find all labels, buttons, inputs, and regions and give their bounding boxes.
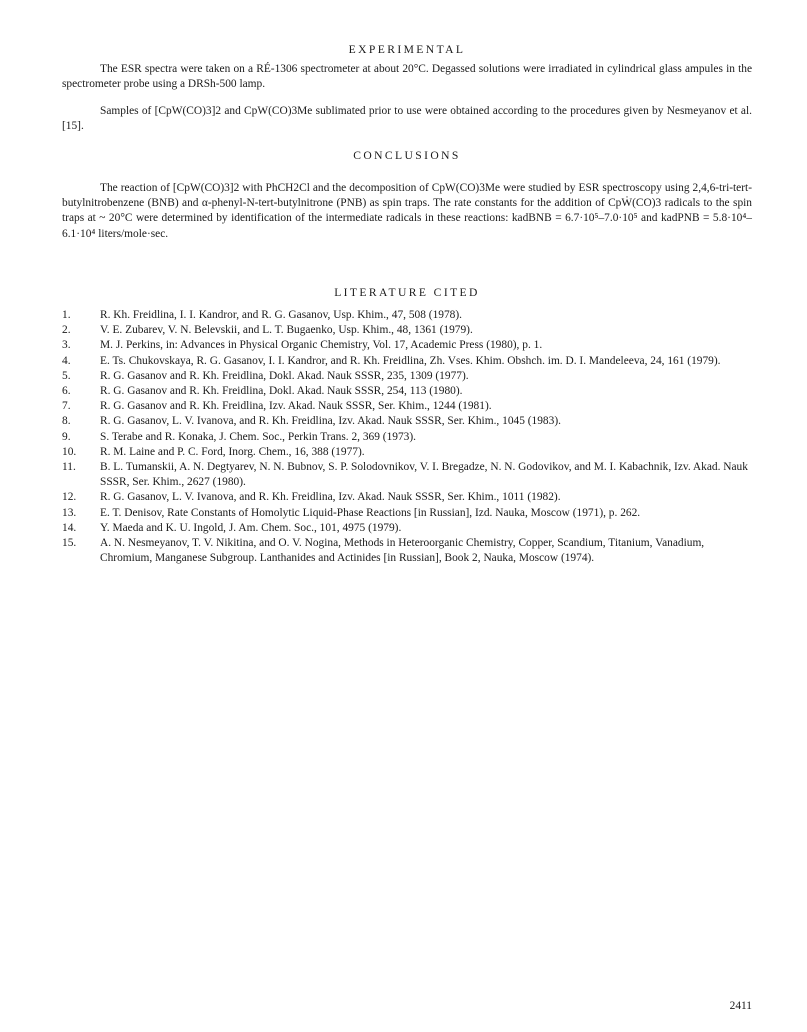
experimental-paragraph-1: [62, 62, 752, 92]
reference-text: R. G. Gasanov and R. Kh. Freidlina, Dokl. Akad. Nauk SSSR, 235, 1309 (1977).: [100, 369, 469, 382]
reference-item: [62, 338, 752, 353]
reference-text: E. T. Denisov, Rate Constants of Homolytic Liquid-Phase Reactions [in Russian], Izd. Nauka, Moscow (1971), p. 262.: [100, 506, 641, 519]
reference-item: [62, 506, 752, 521]
reference-item: [62, 323, 752, 338]
reference-number: 15.: [62, 537, 77, 550]
reference-list: [62, 308, 752, 566]
reference-number: 5.: [62, 369, 71, 382]
reference-item: [62, 399, 752, 414]
reference-text: R. M. Laine and P. C. Ford, Inorg. Chem., 16, 388 (1977).: [100, 445, 365, 458]
conclusions-heading: CONCLUSIONS: [353, 149, 461, 162]
reference-item: [62, 308, 752, 323]
journal-page: [62, 0, 752, 1032]
reference-item: [62, 369, 752, 384]
reference-number: 11.: [62, 461, 76, 474]
experimental-heading: EXPERIMENTAL: [348, 43, 466, 56]
reference-number: 4.: [62, 354, 71, 367]
reference-text: R. G. Gasanov and R. Kh. Freidlina, Izv. Akad. Nauk SSSR, Ser. Khim., 1244 (1981).: [100, 400, 492, 413]
reference-number: 2.: [62, 324, 71, 337]
literature-heading: LITERATURE CITED: [334, 286, 480, 299]
reference-number: 7.: [62, 400, 71, 413]
reference-item: [62, 430, 752, 445]
reference-number: 12.: [62, 491, 77, 504]
reference-item: [62, 384, 752, 399]
reference-number: 3.: [62, 339, 71, 352]
reference-text: B. L. Tumanskii, A. N. Degtyarev, N. N. Bubnov, S. P. Solodovnikov, V. I. Bregadze, N. N. Godovikov, and M. I. Kabachnik, Izv. Akad. Nauk SSSR, Ser. Khim., 2627 (1980).: [100, 461, 748, 489]
reference-item: [62, 354, 752, 369]
conclusions-paragraph: [62, 181, 752, 242]
reference-item: [62, 445, 752, 460]
reference-text: A. N. Nesmeyanov, T. V. Nikitina, and O. V. Nogina, Methods in Heteroorganic Chemistry, Copper, Scandium, Titanium, Vanadium, Chromium, Manganese Subgroup. Lanthanides and Actinides [in Russian], Book 2, Nauka, Moscow (1974).: [100, 537, 705, 565]
experimental-text-1: The ESR spectra were taken on a RÉ-1306 spectrometer at about 20°C. Degassed solutions were irradiated in cylindrical glass ampules in the spectrometer probe using a DRSh-500 lamp.: [62, 63, 752, 91]
experimental-paragraph-2: [62, 104, 752, 134]
reference-text: Y. Maeda and K. U. Ingold, J. Am. Chem. Soc., 101, 4975 (1979).: [100, 521, 402, 534]
reference-number: 14.: [62, 521, 77, 534]
reference-item: [62, 490, 752, 505]
reference-number: 6.: [62, 385, 71, 398]
reference-number: 13.: [62, 506, 77, 519]
reference-text: S. Terabe and R. Konaka, J. Chem. Soc., Perkin Trans. 2, 369 (1973).: [100, 430, 417, 443]
reference-text: R. G. Gasanov, L. V. Ivanova, and R. Kh. Freidlina, Izv. Akad. Nauk SSSR, Ser. Khim., 1045 (1983).: [100, 415, 561, 428]
reference-number: 9.: [62, 430, 71, 443]
page-number: 2411: [729, 1000, 752, 1012]
reference-number: 10.: [62, 445, 77, 458]
reference-item: [62, 536, 752, 566]
reference-item: [62, 460, 752, 490]
reference-number: 8.: [62, 415, 71, 428]
experimental-text-2: Samples of [CpW(CO)3]2 and CpW(CO)3Me sublimated prior to use were obtained according to the procedures given by Nesmeyanov et al. [15].: [62, 105, 752, 133]
reference-text: M. J. Perkins, in: Advances in Physical Organic Chemistry, Vol. 17, Academic Press (1980), p. 1.: [100, 339, 543, 352]
reference-text: R. G. Gasanov and R. Kh. Freidlina, Dokl. Akad. Nauk SSSR, 254, 113 (1980).: [100, 385, 463, 398]
reference-text: E. Ts. Chukovskaya, R. G. Gasanov, I. I. Kandror, and R. Kh. Freidlina, Zh. Vses. Khim. Obshch. im. D. I. Mandeleeva, 24, 161 (1979).: [100, 354, 721, 367]
reference-item: [62, 521, 752, 536]
reference-text: V. E. Zubarev, V. N. Belevskii, and L. T. Bugaenko, Usp. Khim., 48, 1361 (1979).: [100, 324, 473, 337]
reference-text: R. Kh. Freidlina, I. I. Kandror, and R. G. Gasanov, Usp. Khim., 47, 508 (1978).: [100, 309, 462, 321]
reference-text: R. G. Gasanov, L. V. Ivanova, and R. Kh. Freidlina, Izv. Akad. Nauk SSSR, Ser. Khim., 1011 (1982).: [100, 491, 561, 504]
reference-item: [62, 414, 752, 429]
reference-number: 1.: [62, 309, 71, 321]
conclusions-text: The reaction of [CpW(CO)3]2 with PhCH2Cl and the decomposition of CpW(CO)3Me were studied by ESR spectroscopy using 2,4,6-tri-tert-butylnitrobenzene (BNB) and α-phenyl-N-tert-butylnitrone (PNB) as spin traps. The rate constants for the addition of CpẆ(CO)3 radicals to the spin traps at ~ 20°C were determined by identification of the intermediate radicals in these reactions: kadBNB = 6.7·10⁵–7.0·10⁵ and kadPNB = 5.8·10⁴–6.1·10⁴ liters/mole·sec.: [62, 182, 752, 240]
